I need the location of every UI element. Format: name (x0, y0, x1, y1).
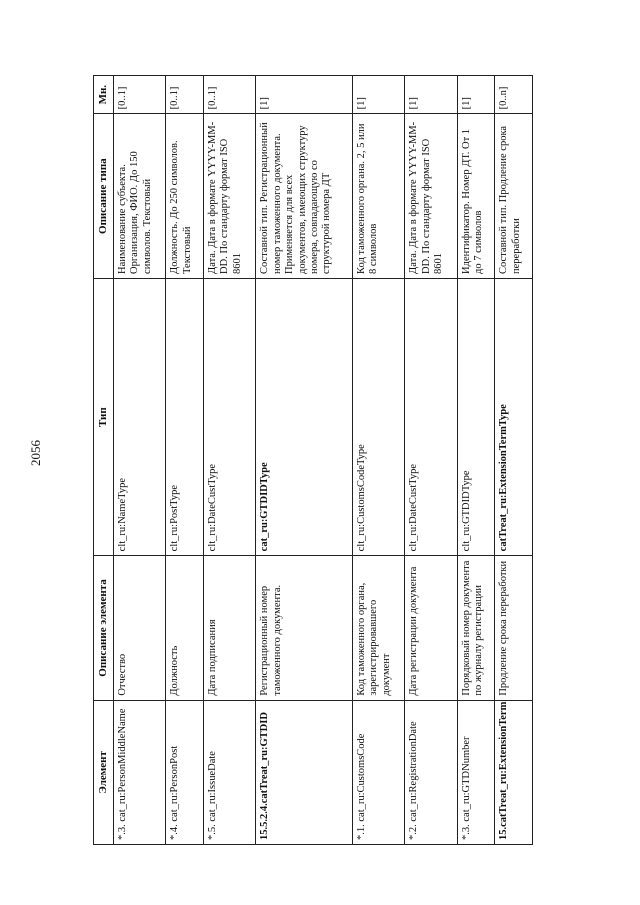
cell-multiplicity: [1] (352, 76, 404, 114)
header-multiplicity: Мн. (94, 76, 114, 114)
cell-multiplicity: [0..1] (113, 76, 165, 114)
header-description: Описание элемента (94, 556, 114, 700)
cell-type: catTreat_ru:ExtensionTermType (495, 278, 533, 555)
cell-description: Дата регистрации документа (405, 556, 457, 700)
page-number: 2056 (28, 440, 43, 466)
cell-description: Порядковый номер документа по журналу регистрации (457, 556, 495, 700)
cell-type-description: Составной тип. Регистрационный номер таможенного документа. Применяется для всех документов, имеющих структуру номера, совпадающую со структурой номера ДТ (256, 114, 352, 279)
cell-element: *.2. cat_ru:RegistrationDate (405, 700, 457, 844)
cell-description: Должность (166, 556, 204, 700)
header-type: Тип (94, 278, 114, 555)
cell-type: clt_ru:DateCustType (204, 278, 256, 555)
cell-element: 15.catTreat_ru:ExtensionTerm (495, 700, 533, 844)
cell-element: *.3. cat_ru:PersonMiddleName (113, 700, 165, 844)
cell-type: clt_ru:GTDIDType (457, 278, 495, 555)
rotated-table-container (93, 75, 533, 845)
header-element: Элемент (94, 700, 114, 844)
cell-type: clt_ru:PostType (166, 278, 204, 555)
cell-element: *.5. cat_ru:IssueDate (204, 700, 256, 844)
cell-element: *.1. cat_ru:CustomsCode (352, 700, 404, 844)
table-row (352, 76, 404, 845)
table-row (457, 76, 495, 845)
cell-description: Дата подписания (204, 556, 256, 700)
cell-type-description: Должность. До 250 символов. Текстовый (166, 114, 204, 279)
cell-type-description: Дата. Дата в формате YYYY-MM-DD. По стандарту формат ISO 8601 (204, 114, 256, 279)
cell-multiplicity: [0..1] (166, 76, 204, 114)
cell-type: cat_ru:GTDIDType (256, 278, 352, 555)
cell-multiplicity: [1] (256, 76, 352, 114)
cell-multiplicity: [0..n] (495, 76, 533, 114)
cell-type: clt_ru:CustomsCodeType (352, 278, 404, 555)
cell-description: Отчество (113, 556, 165, 700)
table-row (166, 76, 204, 845)
table-row (256, 76, 352, 845)
cell-type: clt_ru:DateCustType (405, 278, 457, 555)
table-row (495, 76, 533, 845)
table-row (113, 76, 165, 845)
cell-element: *.4. cat_ru:PersonPost (166, 700, 204, 844)
cell-type-description: Составной тип. Продление срока переработки (495, 114, 533, 279)
cell-type-description: Наименование субъекта. Организация, ФИО. До 150 символов. Текстовый (113, 114, 165, 279)
cell-description: Продление срока переработки (495, 556, 533, 700)
cell-description: Код таможенного органа, зарегистрировавшего документ (352, 556, 404, 700)
cell-element: *.3. cat_ru:GTDNumber (457, 700, 495, 844)
cell-type-description: Код таможенного органа. 2, 5 или 8 символов (352, 114, 404, 279)
cell-multiplicity: [0..1] (204, 76, 256, 114)
table-row (204, 76, 256, 845)
cell-type-description: Идентификатор. Номер ДТ. От 1 до 7 символов (457, 114, 495, 279)
element-table (93, 75, 533, 845)
header-type-description: Описание типа (94, 114, 114, 279)
cell-multiplicity: [1] (457, 76, 495, 114)
cell-element: 15.5.2.4.catTreat_ru:GTDID (256, 700, 352, 844)
cell-multiplicity: [1] (405, 76, 457, 114)
table-row (405, 76, 457, 845)
cell-type-description: Дата. Дата в формате YYYY-MM-DD. По стандарту формат ISO 8601 (405, 114, 457, 279)
table-header-row (94, 76, 114, 845)
cell-type: clt_ru:NameType (113, 278, 165, 555)
cell-description: Регистрационный номер таможенного документа. (256, 556, 352, 700)
